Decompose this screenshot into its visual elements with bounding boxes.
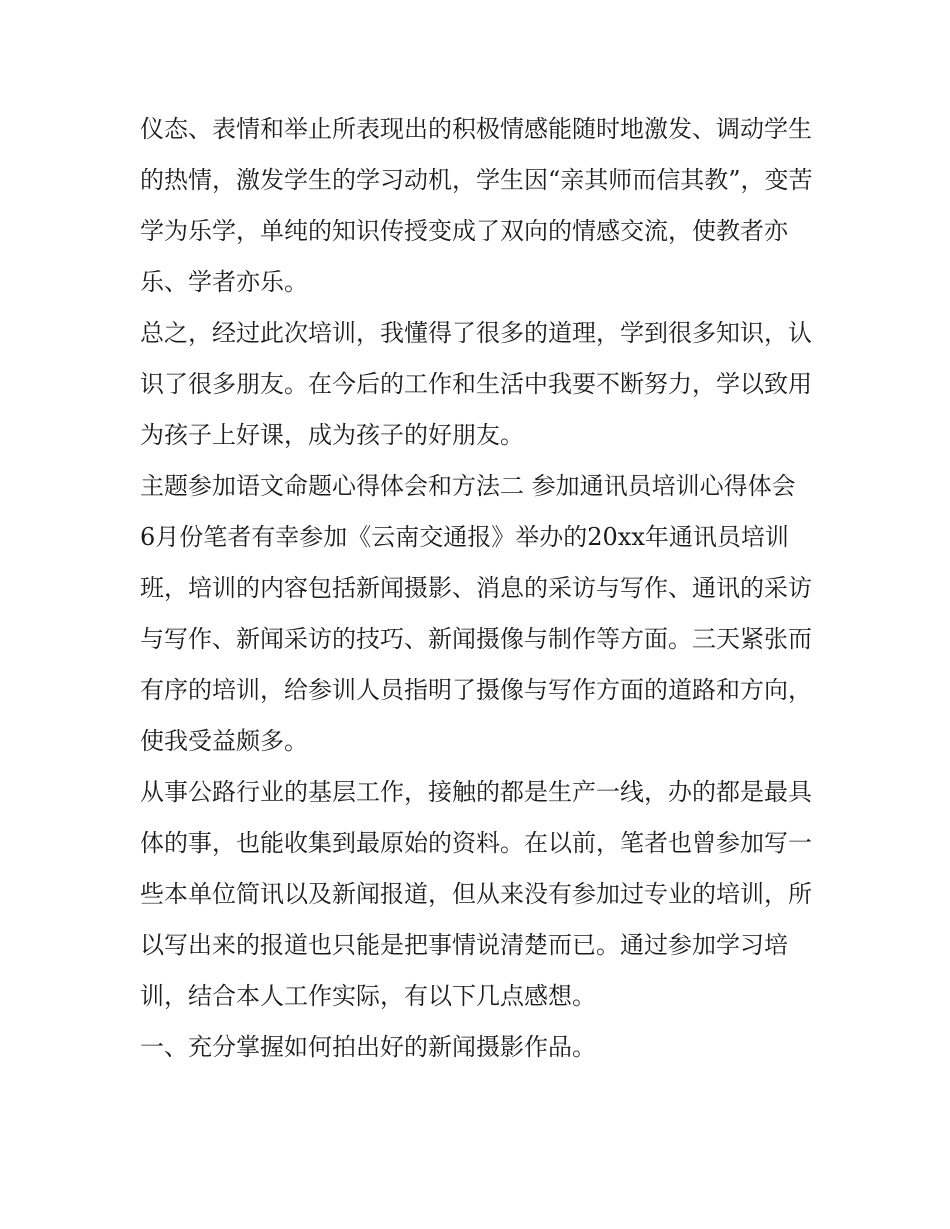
paragraph-work-background: 从事公路行业的基层工作，接触的都是生产一线，办的都是最具体的事，也能收集到最原始的资料。在以前，笔者也曾参加写一些本单位简讯以及新闻报道，但从来没有参加过专业的培训，所以写出来的报道也只能是把事情说清楚而已。通过参加学习培训，结合本人工作实际，有以下几点感想。 <box>140 778 812 1010</box>
document-body <box>140 104 820 1073</box>
section-heading: 主题参加语文命题心得体会和方法二 参加通讯员培训心得体会 <box>140 472 796 500</box>
paragraph-training-overview: 6月份笔者有幸参加《云南交通报》举办的20xx年通讯员培训班，培训的内容包括新闻摄影、消息的采访与写作、通讯的采访与写作、新闻采访的技巧、新闻摄像与制作等方面。三天紧张而有序的培训，给参训人员指明了摄像与写作方面的道路和方向，使我受益颇多。 <box>140 523 812 755</box>
paragraph-conclusion: 总之，经过此次培训，我懂得了很多的道理，学到很多知识，认识了很多朋友。在今后的工作和生活中我要不断努力，学以致用为孩子上好课，成为孩子的好朋友。 <box>140 319 812 449</box>
subheading-point-one: 一、充分掌握如何拍出好的新闻摄影作品。 <box>140 1033 596 1061</box>
paragraph-intro-continuation: 仪态、表情和举止所表现出的积极情感能随时地激发、调动学生的热情，激发学生的学习动机，学生因“亲其师而信其教”，变苦学为乐学，单纯的知识传授变成了双向的情感交流，使教者亦乐、学者亦乐。 <box>140 115 813 296</box>
